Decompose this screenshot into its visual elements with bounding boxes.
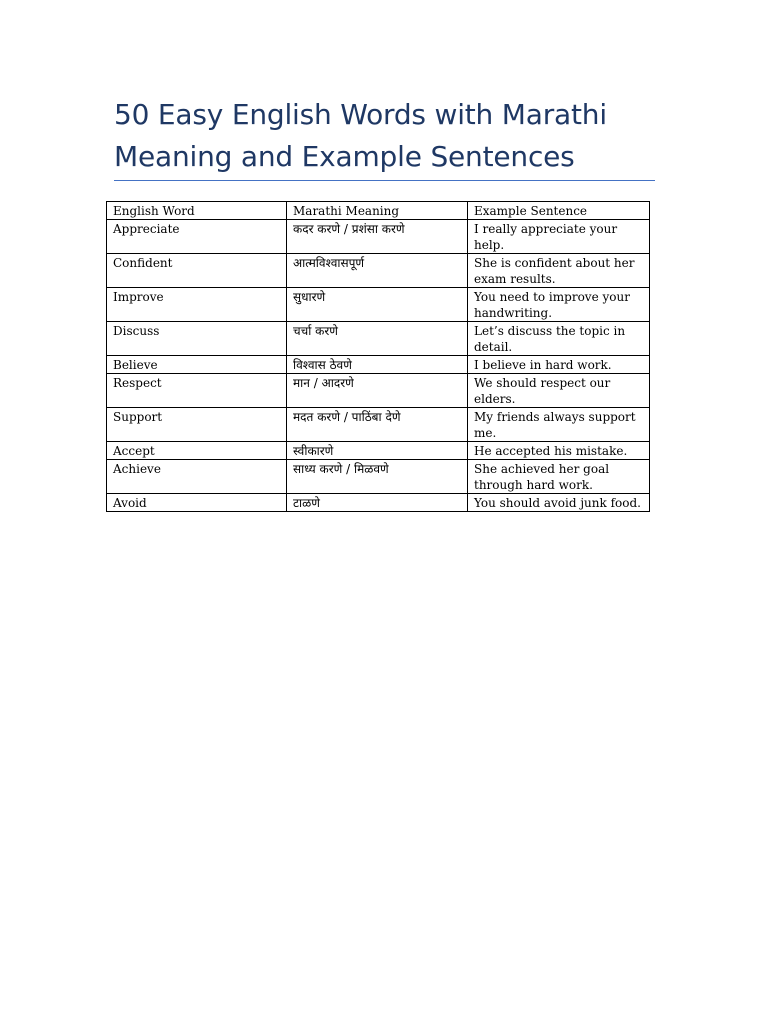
table-row [107, 460, 650, 494]
example-sentence-cell: My friends always support me. [468, 408, 650, 442]
marathi-meaning-cell: मदत करणे / पाठिंबा देणे [287, 408, 468, 442]
english-word-cell: Support [107, 408, 287, 442]
table-row [107, 322, 650, 356]
english-word-cell: Accept [107, 442, 287, 460]
marathi-meaning-cell: स्वीकारणे [287, 442, 468, 460]
marathi-meaning-cell: टाळणे [287, 494, 468, 512]
english-word-cell: Believe [107, 356, 287, 374]
table-row [107, 442, 650, 460]
header-marathi-meaning: Marathi Meaning [287, 202, 468, 220]
example-sentence-cell: I really appreciate your help. [468, 220, 650, 254]
table-row [107, 494, 650, 512]
english-word-cell: Avoid [107, 494, 287, 512]
marathi-meaning-cell: कदर करणे / प्रशंसा करणे [287, 220, 468, 254]
table-row [107, 220, 650, 254]
header-example-sentence: Example Sentence [468, 202, 650, 220]
page-title: 50 Easy English Words with Marathi Meaning and Example Sentences [114, 98, 607, 173]
english-word-cell: Achieve [107, 460, 287, 494]
vocabulary-table [106, 201, 650, 512]
table-row [107, 254, 650, 288]
example-sentence-cell: She is confident about her exam results. [468, 254, 650, 288]
table-row [107, 356, 650, 374]
title-underline [114, 180, 655, 181]
table-row [107, 288, 650, 322]
english-word-cell: Confident [107, 254, 287, 288]
example-sentence-cell: I believe in hard work. [468, 356, 650, 374]
marathi-meaning-cell: विश्वास ठेवणे [287, 356, 468, 374]
example-sentence-cell: You need to improve your handwriting. [468, 288, 650, 322]
marathi-meaning-cell: सुधारणे [287, 288, 468, 322]
example-sentence-cell: We should respect our elders. [468, 374, 650, 408]
marathi-meaning-cell: मान / आदरणे [287, 374, 468, 408]
example-sentence-cell: He accepted his mistake. [468, 442, 650, 460]
table-header-row [107, 202, 650, 220]
marathi-meaning-cell: चर्चा करणे [287, 322, 468, 356]
english-word-cell: Respect [107, 374, 287, 408]
table-row [107, 374, 650, 408]
marathi-meaning-cell: साध्य करणे / मिळवणे [287, 460, 468, 494]
example-sentence-cell: She achieved her goal through hard work. [468, 460, 650, 494]
header-english-word: English Word [107, 202, 287, 220]
english-word-cell: Appreciate [107, 220, 287, 254]
table-row [107, 408, 650, 442]
english-word-cell: Improve [107, 288, 287, 322]
example-sentence-cell: Let’s discuss the topic in detail. [468, 322, 650, 356]
english-word-cell: Discuss [107, 322, 287, 356]
marathi-meaning-cell: आत्मविश्वासपूर्ण [287, 254, 468, 288]
example-sentence-cell: You should avoid junk food. [468, 494, 650, 512]
